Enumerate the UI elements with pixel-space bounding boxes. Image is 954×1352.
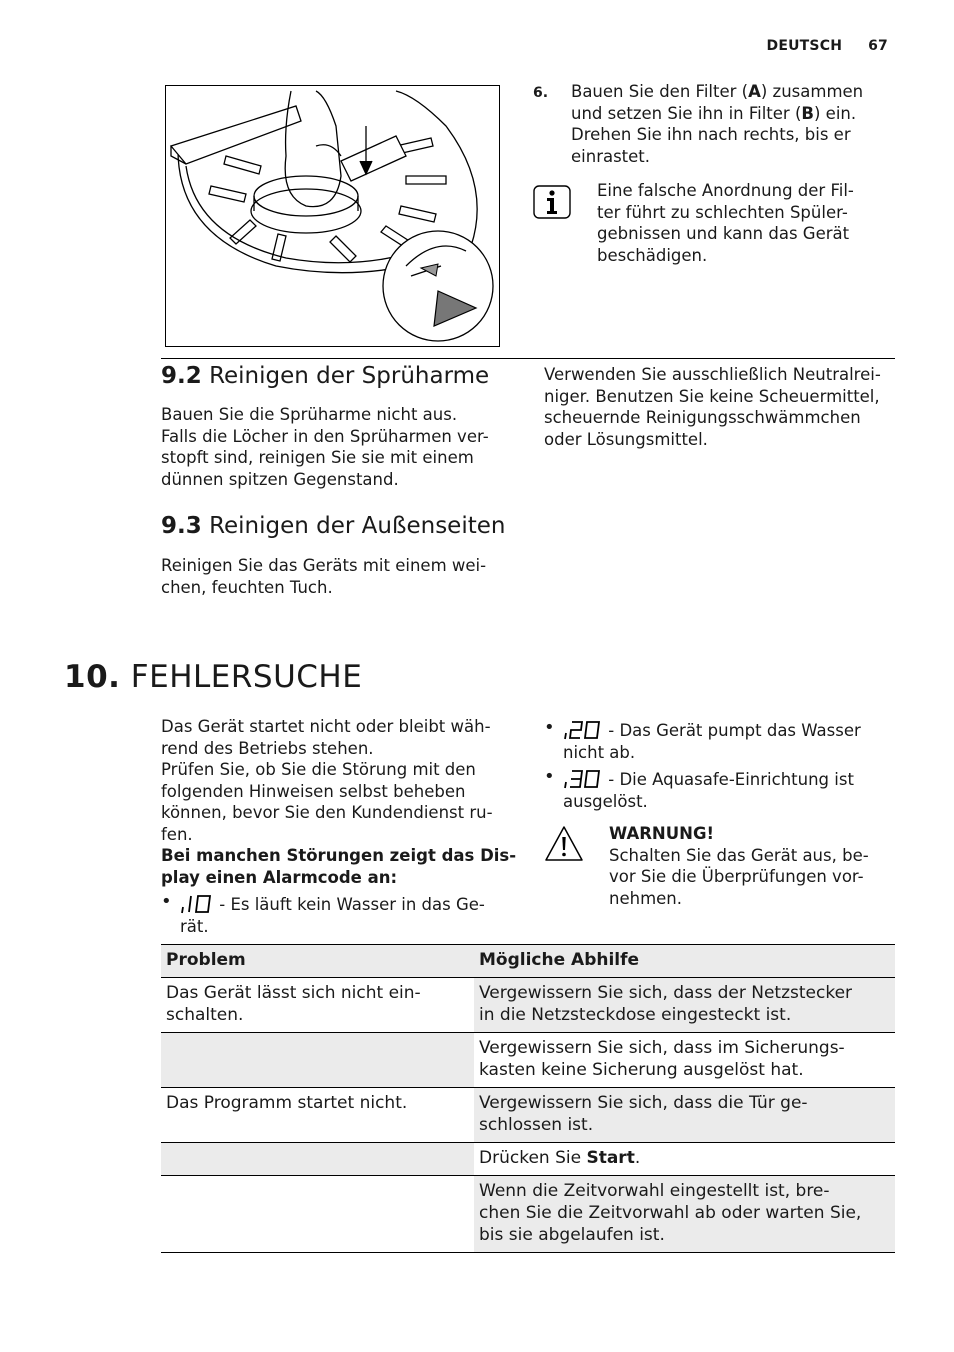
- text-line: fen.: [161, 824, 193, 844]
- section-title: Reinigen der Sprüharme: [209, 363, 490, 389]
- cell-line: schalten.: [166, 1005, 244, 1025]
- alarm-text: - Die Aquasafe-Einrichtung ist: [603, 770, 854, 789]
- text-line: folgenden Hinweisen selbst beheben: [161, 781, 466, 801]
- cell-line: in die Netzsteckdose eingesteckt ist.: [479, 1005, 792, 1025]
- note-line: ter führt zu schlechten Spüler-: [597, 202, 848, 222]
- text-line: Verwenden Sie ausschließlich Neutralrei-: [544, 365, 881, 384]
- remedy-cell: [474, 978, 895, 1033]
- section-number: 9.3: [161, 513, 202, 539]
- text-line: chen, feuchten Tuch.: [161, 577, 333, 597]
- alarm-i10-item: [180, 893, 520, 937]
- alarm-i30-item: [563, 768, 903, 812]
- chapter-10-heading: [64, 659, 362, 695]
- cell-line: Wenn die Zeitvorwahl eingestellt ist, bre-: [479, 1181, 830, 1201]
- troubleshoot-intro: [161, 716, 531, 888]
- problem-cell: [161, 1143, 474, 1176]
- text-line: dünnen spitzen Gegenstand.: [161, 469, 399, 489]
- cell-line: Das Programm startet nicht.: [166, 1093, 408, 1113]
- text-line: können, bevor Sie den Kundendienst ru-: [161, 803, 493, 822]
- bold-line: play einen Alarmcode an:: [161, 867, 398, 887]
- alarm-text: ausgelöst.: [563, 791, 648, 811]
- warning-box: [609, 823, 899, 909]
- step-6-text: [571, 81, 901, 167]
- chapter-title: FEHLERSUCHE: [130, 659, 363, 695]
- warning-title: WARNUNG!: [609, 824, 715, 843]
- section-number: 9.2: [161, 363, 202, 389]
- text-line: Prüfen Sie, ob Sie die Störung mit den: [161, 760, 476, 779]
- step-text: einrastet.: [571, 146, 651, 166]
- warning-line: vor Sie die Überprüfungen vor-: [609, 867, 864, 886]
- cell-text: .: [634, 1148, 641, 1168]
- filter-b-label: B: [801, 103, 814, 123]
- table-row: [161, 1143, 895, 1176]
- section-9-2-heading: [161, 363, 489, 389]
- troubleshooting-table: [161, 944, 895, 1253]
- cell-line: Das Gerät lässt sich nicht ein-: [166, 983, 421, 1003]
- table-row: [161, 1033, 895, 1088]
- alarm-text: nicht ab.: [563, 742, 636, 762]
- bullet-i30: •: [544, 766, 555, 787]
- alarm-text: - Es läuft kein Wasser in das Ge-: [214, 895, 485, 914]
- chapter-number: 10.: [64, 659, 121, 695]
- step-text: ) zusammen: [760, 82, 864, 101]
- problem-cell: [161, 978, 474, 1033]
- bold-line: Bei manchen Störungen zeigt das Dis-: [161, 846, 517, 865]
- page-number: 67: [868, 38, 888, 54]
- section-9-2-text: [161, 404, 521, 490]
- alarm-i20-item: [563, 719, 903, 763]
- text-line: scheuernde Reinigungsschwämmchen: [544, 408, 861, 427]
- cell-line: Vergewissern Sie sich, dass die Tür ge-: [479, 1093, 808, 1113]
- filter-illustration: [165, 85, 500, 347]
- filter-a-label: A: [748, 82, 761, 101]
- table-row: [161, 978, 895, 1033]
- warning-line: nehmen.: [609, 888, 682, 908]
- text-line: stopft sind, reinigen Sie sie mit einem: [161, 448, 474, 467]
- text-line: oder Lösungsmittel.: [544, 429, 708, 449]
- text-line: Das Gerät startet nicht oder bleibt wäh-: [161, 717, 491, 736]
- problem-cell: [161, 1033, 474, 1088]
- cell-line: chen Sie die Zeitvorwahl ab oder warten Sie,: [479, 1203, 862, 1223]
- table-header-row: [161, 945, 895, 978]
- step-text: Bauen Sie den Filter (: [571, 82, 749, 101]
- step-6: [533, 81, 548, 105]
- column-header-remedy: Mögliche Abhilfe: [474, 945, 895, 978]
- header-section: DEUTSCH: [766, 38, 843, 54]
- table-row: [161, 1088, 895, 1143]
- text-line: Falls die Löcher in den Sprüharmen ver-: [161, 426, 489, 446]
- warning-line: Schalten Sie das Gerät aus, be-: [609, 845, 869, 865]
- remedy-cell: [474, 1143, 895, 1176]
- column-header-problem: Problem: [161, 945, 474, 978]
- note-line: Eine falsche Anordnung der Fil-: [597, 181, 854, 200]
- info-note: [597, 180, 897, 266]
- note-line: beschädigen.: [597, 245, 708, 265]
- text-line: rend des Betriebs stehen.: [161, 738, 374, 758]
- filter-drawing: [166, 86, 499, 346]
- step-text: und setzen Sie ihn in Filter (: [571, 103, 802, 123]
- section-9-3-text: [161, 555, 521, 598]
- section-divider: [161, 358, 895, 359]
- alarm-code-i20-icon: [563, 719, 603, 741]
- alarm-text: rät.: [180, 916, 209, 936]
- warning-icon: [544, 825, 584, 867]
- step-number: 6.: [533, 85, 549, 101]
- text-line: Reinigen Sie das Geräts mit einem wei-: [161, 556, 487, 575]
- cell-line: Vergewissern Sie sich, dass der Netzstecker: [479, 983, 853, 1003]
- problem-cell: [161, 1176, 474, 1253]
- note-line: gebnissen und kann das Gerät: [597, 224, 850, 243]
- cell-line: kasten keine Sicherung ausgelöst hat.: [479, 1060, 804, 1080]
- problem-cell: [161, 1088, 474, 1143]
- detergent-note: [544, 364, 904, 450]
- section-9-3-heading: [161, 513, 505, 539]
- cell-line: schlossen ist.: [479, 1115, 594, 1135]
- bullet-i10: •: [161, 891, 172, 912]
- bullet-i20: •: [544, 717, 555, 738]
- cell-line: Vergewissern Sie sich, dass im Sicherungs-: [479, 1038, 845, 1058]
- section-title: Reinigen der Außenseiten: [209, 513, 506, 539]
- text-line: niger. Benutzen Sie keine Scheuermittel,: [544, 386, 880, 406]
- alarm-code-i10-icon: [180, 893, 214, 915]
- cell-line: bis sie abgelaufen ist.: [479, 1225, 665, 1245]
- alarm-code-i30-icon: [563, 768, 603, 790]
- alarm-text: - Das Gerät pumpt das Wasser: [603, 721, 861, 740]
- remedy-cell: [474, 1033, 895, 1088]
- text-line: Bauen Sie die Sprüharme nicht aus.: [161, 405, 458, 424]
- table-row: [161, 1176, 895, 1253]
- info-icon: [533, 185, 571, 223]
- remedy-cell: [474, 1088, 895, 1143]
- remedy-cell: [474, 1176, 895, 1253]
- start-label: Start: [586, 1148, 635, 1168]
- cell-text: Drücken Sie: [479, 1148, 587, 1168]
- step-text: Drehen Sie ihn nach rechts, bis er: [571, 125, 851, 144]
- page-header: [767, 38, 888, 54]
- step-text: ) ein.: [813, 103, 857, 123]
